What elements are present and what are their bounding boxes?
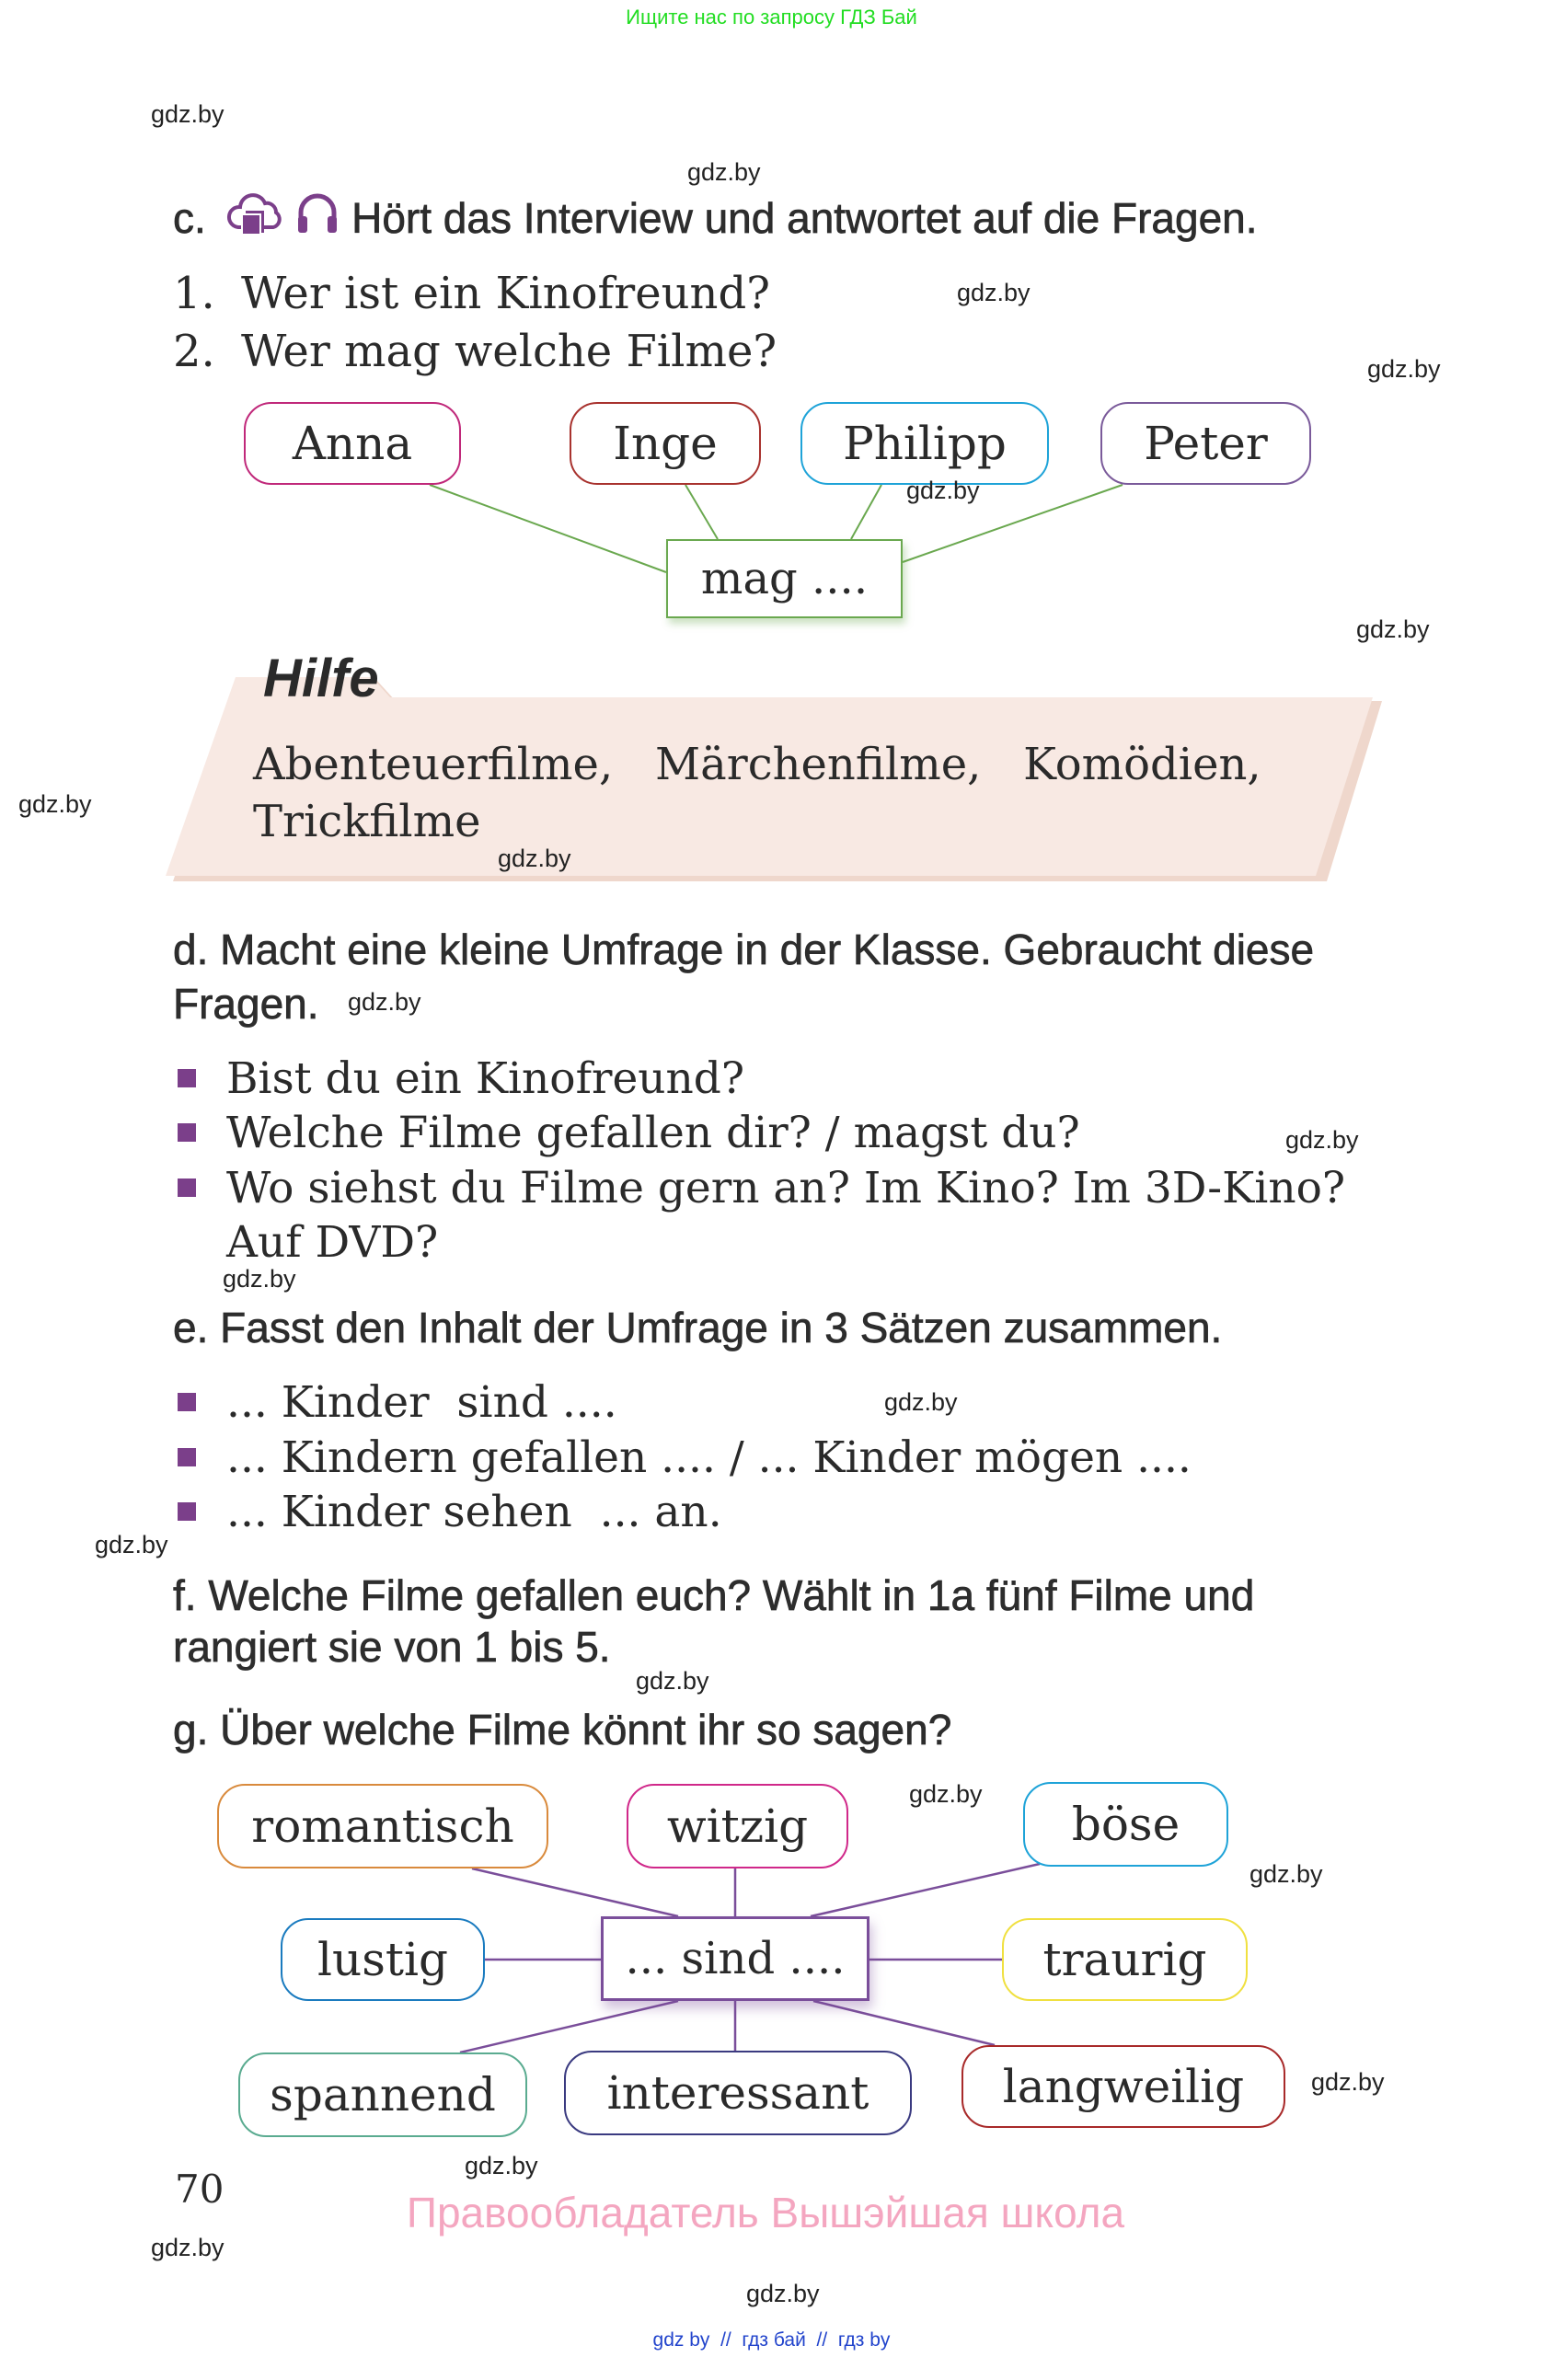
watermark: gdz.by	[957, 279, 1031, 306]
list-item	[178, 1161, 1345, 1216]
bullet-square-icon	[178, 1123, 196, 1142]
watermark: gdz.by	[1367, 355, 1441, 383]
center-box-mag: mag ....	[666, 539, 903, 618]
section-e-heading: e. Fasst den Inhalt der Umfrage in 3 Sätzen zusammen.	[173, 1304, 1223, 1351]
watermark: gdz.by	[909, 1780, 983, 1808]
hilfe-line: Trickfilme	[253, 796, 481, 847]
watermark: gdz.by	[687, 158, 761, 186]
list-item	[178, 1106, 1080, 1161]
watermark: gdz.by	[151, 2234, 225, 2261]
search-hint: Ищите нас по запросу ГДЗ Бай	[626, 6, 917, 29]
list-item	[178, 1052, 744, 1107]
bullet-square-icon	[178, 1069, 196, 1087]
question-number: 1.	[173, 268, 215, 319]
list-item-continuation: Auf DVD?	[226, 1217, 439, 1268]
name-box-philipp: Philipp	[800, 402, 1049, 485]
page-number: 70	[175, 2167, 225, 2212]
watermark: gdz.by	[151, 100, 225, 128]
question-text: Wer ist ein Kinofreund?	[241, 268, 770, 319]
section-title: Hört das Interview und antwortet auf die Fragen.	[351, 194, 1258, 242]
watermark: gdz.by	[746, 2280, 820, 2307]
list-item-text: Welche Filme gefallen dir? / magst du?	[226, 1108, 1080, 1158]
bullet-square-icon	[178, 1502, 196, 1521]
adjective-box-witzig: witzig	[627, 1784, 848, 1868]
adjective-box-boese: böse	[1023, 1782, 1228, 1867]
section-g-heading: g. Über welche Filme könnt ihr so sagen?	[173, 1706, 952, 1753]
watermark: gdz.by	[636, 1667, 709, 1695]
watermark: gdz.by	[18, 790, 92, 818]
list-item	[178, 1431, 1192, 1486]
watermark: gdz.by	[1249, 1860, 1323, 1888]
section-f-heading: f. Welche Filme gefallen euch? Wählt in 1a fünf Filme und	[173, 1571, 1255, 1619]
watermark: gdz.by	[906, 477, 980, 504]
name-box-peter: Peter	[1100, 402, 1311, 485]
watermark: gdz.by	[884, 1388, 958, 1416]
section-d-heading-cont: Fragen.	[173, 980, 319, 1028]
watermark: gdz.by	[465, 2152, 538, 2179]
list-item	[178, 1375, 617, 1431]
watermark: gdz.by	[348, 988, 421, 1016]
adjective-box-romantisch: romantisch	[217, 1784, 548, 1868]
hilfe-line: Abenteuerfilme, Märchenfilme, Komödien,	[253, 739, 1261, 790]
section-d-heading: d. Macht eine kleine Umfrage in der Klasse. Gebraucht diese	[173, 926, 1315, 973]
section-letter: c.	[173, 194, 206, 242]
watermark: gdz.by	[223, 1265, 296, 1293]
adjective-box-spannend: spannend	[238, 2052, 527, 2137]
list-item	[178, 1485, 722, 1540]
section-f-heading-cont: rangiert sie von 1 bis 5.	[173, 1623, 611, 1671]
adjective-box-interessant: interessant	[564, 2051, 912, 2135]
adjective-box-langweilig: langweilig	[961, 2045, 1285, 2128]
bullet-square-icon	[178, 1179, 196, 1197]
list-item-text: Bist du ein Kinofreund?	[226, 1053, 745, 1104]
rights-holder: Правообладатель Вышэйшая школа	[406, 2189, 1125, 2236]
question-number: 2.	[173, 326, 215, 377]
watermark: gdz.by	[1285, 1126, 1359, 1154]
question-text: Wer mag welche Filme?	[241, 326, 777, 377]
hilfe-title: Hilfe	[263, 649, 379, 708]
list-item-text: ... Kinder sehen ... an.	[226, 1487, 722, 1537]
adjective-box-lustig: lustig	[281, 1918, 485, 2001]
name-box-anna: Anna	[244, 402, 461, 485]
watermark: gdz.by	[1356, 615, 1430, 643]
footer-links[interactable]: gdz by // гдз бай // гдз by	[652, 2329, 891, 2351]
list-item-text: Wo siehst du Filme gern an? Im Kino? Im 3D-Kino?	[226, 1163, 1346, 1213]
watermark: gdz.by	[1311, 2068, 1385, 2096]
list-item-text: ... Kinder sind ....	[226, 1377, 617, 1428]
watermark: gdz.by	[95, 1531, 168, 1558]
watermark: gdz.by	[498, 845, 571, 872]
list-item-text: ... Kindern gefallen .... / ... Kinder mögen ....	[226, 1432, 1192, 1483]
name-box-inge: Inge	[570, 402, 761, 485]
adjective-box-traurig: traurig	[1002, 1918, 1248, 2001]
center-box-sind: ... sind ....	[601, 1916, 869, 2001]
bullet-square-icon	[178, 1448, 196, 1466]
bullet-square-icon	[178, 1393, 196, 1411]
